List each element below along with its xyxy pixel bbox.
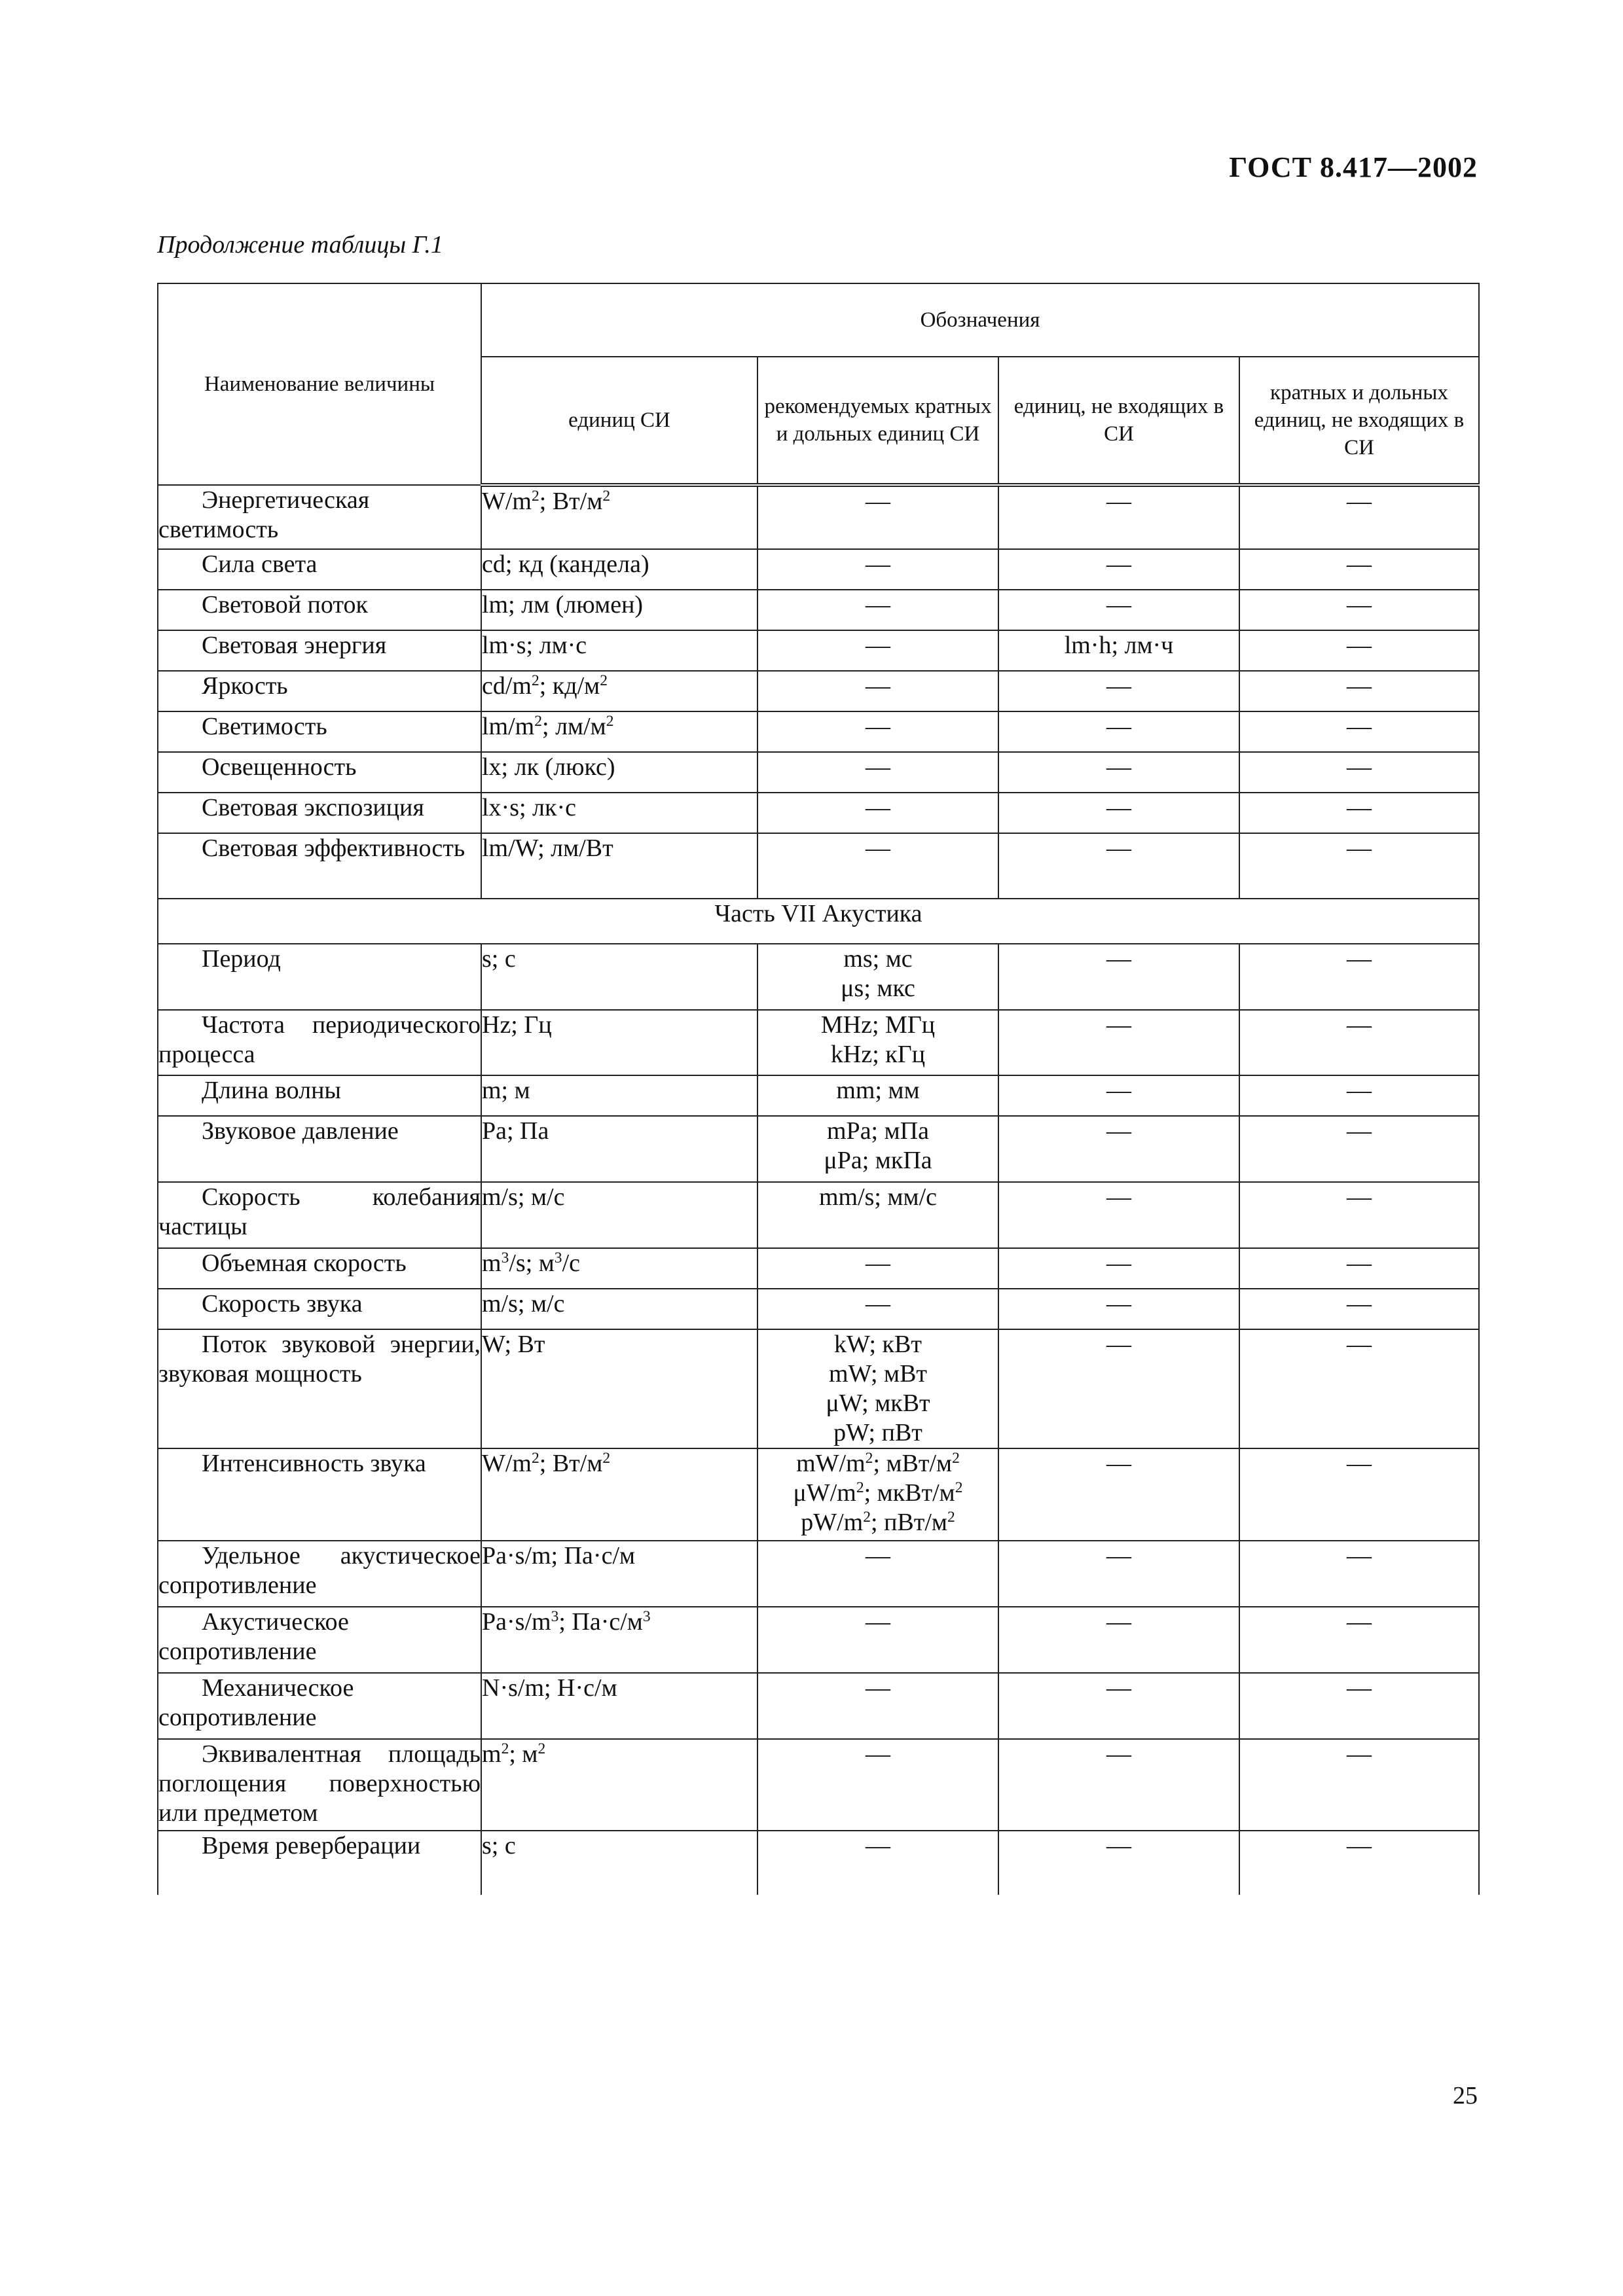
quantity-name: Скорость звука bbox=[158, 1289, 481, 1329]
empty-dash: — bbox=[757, 1607, 998, 1673]
table-row bbox=[158, 590, 1479, 630]
quantity-name: Световая эффективность bbox=[158, 833, 481, 899]
empty-dash: — bbox=[998, 1248, 1239, 1289]
empty-dash: — bbox=[757, 1739, 998, 1831]
table-row bbox=[158, 1075, 1479, 1116]
header-designations: Обозначения bbox=[481, 283, 1479, 357]
si-unit: m/s; м/с bbox=[481, 1289, 757, 1329]
multiple-unit: mW; мВт bbox=[828, 1360, 928, 1388]
empty-dash: — bbox=[1239, 1116, 1479, 1182]
si-unit: lx·s; лк·с bbox=[481, 793, 757, 833]
table-row bbox=[158, 1010, 1479, 1075]
quantity-name: Акустическое сопротивление bbox=[158, 1607, 481, 1673]
table-row bbox=[158, 1329, 1479, 1448]
multiple-unit: $pW/m^2$; пВт/$м^2$ bbox=[801, 1509, 955, 1536]
page-number: 25 bbox=[1453, 2082, 1478, 2109]
multiple-unit: MHz; МГц bbox=[820, 1011, 936, 1039]
empty-dash: — bbox=[757, 711, 998, 752]
header-si-units: единиц СИ bbox=[481, 357, 757, 485]
empty-dash: — bbox=[757, 1673, 998, 1739]
quantity-name: Поток звуковой энергии, звуковая мощность bbox=[158, 1329, 481, 1448]
empty-dash: — bbox=[1239, 549, 1479, 590]
quantity-name: Световая энергия bbox=[158, 630, 481, 671]
multiple-unit: mm; мм bbox=[836, 1077, 920, 1104]
empty-dash: — bbox=[757, 590, 998, 630]
empty-dash: — bbox=[1239, 630, 1479, 671]
section-heading: Часть VII Акустика bbox=[158, 899, 1479, 944]
empty-dash: — bbox=[1239, 944, 1479, 1010]
document-code: ГОСТ 8.417—2002 bbox=[1229, 151, 1478, 183]
empty-dash: — bbox=[1239, 752, 1479, 793]
non-si-unit: lm·h; лм·ч bbox=[998, 630, 1239, 671]
table-row bbox=[158, 1182, 1479, 1248]
empty-dash: — bbox=[1239, 1075, 1479, 1116]
quantity-name: Звуковое давление bbox=[158, 1116, 481, 1182]
quantity-name: Частота периодического процесса bbox=[158, 1010, 481, 1075]
empty-dash: — bbox=[998, 944, 1239, 1010]
empty-dash: — bbox=[998, 1329, 1239, 1448]
empty-dash: — bbox=[998, 1448, 1239, 1541]
quantity-name: Светимость bbox=[158, 711, 481, 752]
empty-dash: — bbox=[1239, 1673, 1479, 1739]
empty-dash: — bbox=[1239, 793, 1479, 833]
multiple-unit: μPa; мкПа bbox=[824, 1147, 932, 1174]
si-multiples bbox=[757, 1075, 998, 1116]
empty-dash: — bbox=[998, 671, 1239, 711]
si-multiples bbox=[757, 1182, 998, 1248]
empty-dash: — bbox=[1239, 711, 1479, 752]
table-row bbox=[158, 1116, 1479, 1182]
si-unit: s; с bbox=[481, 1831, 757, 1895]
quantity-name: Объемная скорость bbox=[158, 1248, 481, 1289]
table-row bbox=[158, 671, 1479, 711]
si-unit: Hz; Гц bbox=[481, 1010, 757, 1075]
empty-dash: — bbox=[998, 1182, 1239, 1248]
multiple-unit: kW; кВт bbox=[834, 1331, 922, 1358]
header-si-multiples: рекомендуемых кратных и дольных единиц СИ bbox=[757, 357, 998, 485]
table-row bbox=[158, 944, 1479, 1010]
si-unit: lx; лк (люкс) bbox=[481, 752, 757, 793]
si-unit: $W/m^2$; $Вт/м^2$ bbox=[481, 1448, 757, 1541]
si-multiples bbox=[757, 1448, 998, 1541]
empty-dash: — bbox=[998, 1739, 1239, 1831]
table-row bbox=[158, 630, 1479, 671]
quantity-name: Сила света bbox=[158, 549, 481, 590]
si-unit: $m^3/s$; $м^3/с$ bbox=[481, 1248, 757, 1289]
table-row bbox=[158, 549, 1479, 590]
si-unit: $Pa\cdot s/m^3$; $Па\cdot с/м^3$ bbox=[481, 1607, 757, 1673]
empty-dash: — bbox=[998, 1116, 1239, 1182]
empty-dash: — bbox=[998, 752, 1239, 793]
multiple-unit: μW; мкВт bbox=[826, 1390, 930, 1417]
empty-dash: — bbox=[1239, 1182, 1479, 1248]
multiple-unit: ms; мс bbox=[843, 945, 913, 973]
multiple-unit: kHz; кГц bbox=[830, 1041, 926, 1068]
table-row bbox=[158, 1831, 1479, 1895]
header-non-si-units: единиц, не входящих в СИ bbox=[998, 357, 1239, 485]
table-row bbox=[158, 1673, 1479, 1739]
empty-dash: — bbox=[998, 1541, 1239, 1607]
table-row bbox=[158, 752, 1479, 793]
empty-dash: — bbox=[757, 1248, 998, 1289]
empty-dash: — bbox=[998, 711, 1239, 752]
empty-dash: — bbox=[998, 1010, 1239, 1075]
si-unit: W; Вт bbox=[481, 1329, 757, 1448]
table-row bbox=[158, 1289, 1479, 1329]
empty-dash: — bbox=[998, 485, 1239, 549]
si-unit: cd; кд (кандела) bbox=[481, 549, 757, 590]
empty-dash: — bbox=[998, 793, 1239, 833]
empty-dash: — bbox=[1239, 1739, 1479, 1831]
empty-dash: — bbox=[1239, 590, 1479, 630]
table-caption: Продолжение таблицы Г.1 bbox=[157, 231, 443, 259]
empty-dash: — bbox=[1239, 1831, 1479, 1895]
empty-dash: — bbox=[1239, 485, 1479, 549]
empty-dash: — bbox=[998, 1831, 1239, 1895]
empty-dash: — bbox=[757, 549, 998, 590]
header-quantity-name: Наименование величины bbox=[158, 283, 481, 485]
si-unit: m/s; м/с bbox=[481, 1182, 757, 1248]
multiple-unit: pW; пВт bbox=[833, 1419, 922, 1446]
table-row bbox=[158, 793, 1479, 833]
empty-dash: — bbox=[1239, 1607, 1479, 1673]
empty-dash: — bbox=[757, 630, 998, 671]
empty-dash: — bbox=[998, 1075, 1239, 1116]
si-unit: N·s/m; Н·с/м bbox=[481, 1673, 757, 1739]
si-unit: lm/W; лм/Вт bbox=[481, 833, 757, 899]
empty-dash: — bbox=[757, 1541, 998, 1607]
si-multiples bbox=[757, 1329, 998, 1448]
si-unit: $m^2$; $м^2$ bbox=[481, 1739, 757, 1831]
header-non-si-multiples: кратных и дольных единиц, не входящих в СИ bbox=[1239, 357, 1479, 485]
empty-dash: — bbox=[1239, 1541, 1479, 1607]
empty-dash: — bbox=[757, 485, 998, 549]
si-unit: $W/m^2$; $Вт/м^2$ bbox=[481, 485, 757, 549]
empty-dash: — bbox=[998, 1289, 1239, 1329]
units-table bbox=[157, 283, 1480, 1895]
empty-dash: — bbox=[1239, 1329, 1479, 1448]
si-unit: Pa; Па bbox=[481, 1116, 757, 1182]
si-unit: lm; лм (люмен) bbox=[481, 590, 757, 630]
empty-dash: — bbox=[757, 1289, 998, 1329]
table-row bbox=[158, 711, 1479, 752]
quantity-name: Эквивалентная площадь поглощения поверхностью или предметом bbox=[158, 1739, 481, 1831]
table-row bbox=[158, 485, 1479, 549]
table-row bbox=[158, 1541, 1479, 1607]
si-unit: Pa·s/m; Па·с/м bbox=[481, 1541, 757, 1607]
table-row bbox=[158, 1739, 1479, 1831]
quantity-name: Длина волны bbox=[158, 1075, 481, 1116]
empty-dash: — bbox=[998, 590, 1239, 630]
si-multiples bbox=[757, 1010, 998, 1075]
empty-dash: — bbox=[998, 549, 1239, 590]
quantity-name: Энергетическая светимость bbox=[158, 485, 481, 549]
si-unit: $lm/m^2$; $лм/м^2$ bbox=[481, 711, 757, 752]
multiple-unit: mPa; мПа bbox=[827, 1117, 929, 1145]
empty-dash: — bbox=[1239, 1448, 1479, 1541]
table-row bbox=[158, 833, 1479, 899]
quantity-name: Яркость bbox=[158, 671, 481, 711]
quantity-name: Световой поток bbox=[158, 590, 481, 630]
quantity-name: Удельное акустическое сопротивление bbox=[158, 1541, 481, 1607]
quantity-name: Освещенность bbox=[158, 752, 481, 793]
table-row bbox=[158, 1448, 1479, 1541]
empty-dash: — bbox=[1239, 1289, 1479, 1329]
si-unit: $cd/m^2$; $кд/м^2$ bbox=[481, 671, 757, 711]
quantity-name: Световая экспозиция bbox=[158, 793, 481, 833]
quantity-name: Время реверберации bbox=[158, 1831, 481, 1895]
quantity-name: Скорость колебания частицы bbox=[158, 1182, 481, 1248]
quantity-name: Интенсивность звука bbox=[158, 1448, 481, 1541]
si-unit: s; с bbox=[481, 944, 757, 1010]
empty-dash: — bbox=[757, 833, 998, 899]
si-multiples bbox=[757, 944, 998, 1010]
empty-dash: — bbox=[757, 752, 998, 793]
empty-dash: — bbox=[1239, 671, 1479, 711]
quantity-name: Механическое сопротивление bbox=[158, 1673, 481, 1739]
multiple-unit: mm/s; мм/с bbox=[818, 1183, 938, 1211]
quantity-name: Период bbox=[158, 944, 481, 1010]
multiple-unit: μs; мкс bbox=[841, 975, 915, 1002]
empty-dash: — bbox=[998, 1673, 1239, 1739]
empty-dash: — bbox=[757, 793, 998, 833]
si-unit: m; м bbox=[481, 1075, 757, 1116]
si-multiples bbox=[757, 1116, 998, 1182]
multiple-unit: $mW/m^2$; мВт/$м^2$ bbox=[796, 1450, 960, 1477]
si-unit: lm·s; лм·с bbox=[481, 630, 757, 671]
empty-dash: — bbox=[1239, 1010, 1479, 1075]
empty-dash: — bbox=[757, 1831, 998, 1895]
multiple-unit: $\mu W/m^2$; мкВт/$м^2$ bbox=[793, 1479, 963, 1507]
empty-dash: — bbox=[757, 671, 998, 711]
empty-dash: — bbox=[998, 1607, 1239, 1673]
table-row bbox=[158, 1248, 1479, 1289]
empty-dash: — bbox=[1239, 833, 1479, 899]
table-row bbox=[158, 1607, 1479, 1673]
empty-dash: — bbox=[1239, 1248, 1479, 1289]
empty-dash: — bbox=[998, 833, 1239, 899]
